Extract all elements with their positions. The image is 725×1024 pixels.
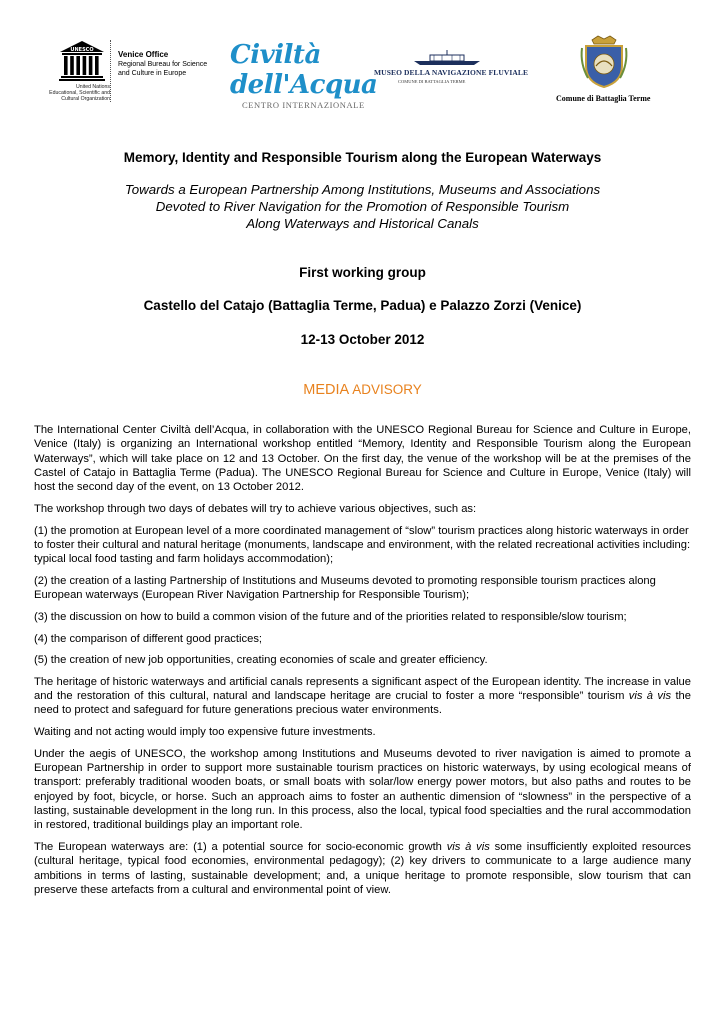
unesco-temple-logo	[58, 40, 106, 82]
objective-item: (1) the promotion at European level of a more coordinated management of “slow” tourism practices along historic waterways in order to foster their cultural and natural heritage (monuments, landscape and environment, with the related recreational activities including: typical local food tasting and farm holidays accommodation);	[34, 524, 691, 566]
media-advisory-heading	[40, 382, 685, 398]
coat-of-arms-icon	[578, 34, 630, 88]
objective-item: (5) the creation of new job opportunities, creating economies of scale and greater efficiency.	[34, 654, 488, 667]
subtitle-line: Devoted to River Navigation for the Promotion of Responsible Tourism	[155, 199, 570, 214]
document-title: Memory, Identity and Responsible Tourism along the European Waterways	[123, 150, 602, 165]
museo-logo-name: MUSEO DELLA NAVIGAZIONE FLUVIALE	[374, 68, 529, 77]
working-group-heading: First working group	[299, 265, 426, 280]
comune-label: Comune di Battaglia Terme	[556, 94, 651, 103]
civilta-logo-name: Civiltà dell'Acqua	[230, 40, 378, 100]
subtitle-line: Towards a European Partnership Among Institutions, Museums and Associations	[124, 182, 601, 197]
dates-heading: 12-13 October 2012	[300, 332, 425, 347]
venice-office-label: Venice Office Regional Bureau for Science and Culture in Europe	[118, 50, 218, 78]
objective-item: (3) the discussion on how to build a common vision of the future and of the priorities related to responsible/slow tourism;	[34, 610, 627, 623]
advisory-word: ADVISORY	[349, 382, 422, 397]
paragraph-heritage: The heritage of historic waterways and artificial canals represents a significant aspect of the European identity. The increase in value and the restoration of this cultural, natural and landscape heritage are crucial to foster a more “responsible” tourism vis à vis the need to protect and safeguard for future generations precious water environments.	[34, 675, 691, 717]
paragraph-unesco-aegis: Under the aegis of UNESCO, the workshop among Institutions and Museums devoted to river navigation is aimed to promote a European Partnership in order to support more sustainable tourism practices on historic waterways, by using ecological means of transport: preferably traditional wooden boats, or small boats with solar/low energy power motors, but also paths and routes to be enjoyed by foot, bicycle, or horse. Such an approach aims to foster an authentic dimension of “slowness” in the perspective of a lasting, sustainable development in the long run. In this process, also the local, typical food specialties and the rural accommodation in restored, traditional buildings play an important role.	[34, 747, 691, 832]
museo-navigazione-logo	[374, 50, 529, 98]
document-subtitle	[40, 181, 685, 232]
paragraph-waiting: Waiting and not acting would imply too expensive future investments.	[34, 726, 376, 739]
letterhead	[0, 0, 725, 120]
venice-office-title: Venice Office	[118, 50, 169, 59]
subtitle-line: Along Waterways and Historical Canals	[246, 216, 479, 231]
unesco-organization-name: United Nations Educational, Scientific and Cultural Organization	[49, 84, 110, 103]
venue-heading: Castello del Catajo (Battaglia Terme, Padua) e Palazzo Zorzi (Venice)	[143, 298, 582, 313]
body-text	[34, 423, 691, 905]
paragraph-objectives-intro: The workshop through two days of debates will try to achieve various objectives, such as:	[34, 502, 477, 515]
museo-logo-subtitle: COMUNE DI BATTAGLIA TERME	[398, 79, 466, 84]
svg-text:UNESCO: UNESCO	[70, 47, 94, 53]
civilta-logo-subtitle: CENTRO INTERNAZIONALE	[242, 100, 365, 110]
unesco-divider	[110, 40, 111, 102]
paragraph-waterways: The European waterways are: (1) a potential source for socio-economic growth vis à vis some insufficiently exploited resources (cultural heritage, typical food economies, environmental pedagogy); (2) key drivers to communicate to a large audience many ambitions in terms of lasting, sustainable development; and, a unique heritage to promote responsible, slow tourism that can preserve these artefacts from a cultural and environmental point of view.	[34, 841, 691, 896]
paragraph-intro: The International Center Civiltà dell’Acqua, in collaboration with the UNESCO Regional Bureau for Science and Culture in Europe, Venice (Italy) is organizing an International workshop entitled “Memory, Identity and Responsible Tourism along the European Waterways”, which will take place on 12 and 13 October. On the first day, the venue of the workshop will be at the premises of the Castel of Catajo in Battaglia Terme (Padua). The UNESCO Regional Bureau for Science and Culture in Europe, Venice (Italy) will host the second day of the event, on 13 October 2012.	[34, 424, 691, 494]
objective-item: (4) the comparison of different good practices;	[34, 632, 263, 645]
boat-icon	[412, 50, 482, 66]
civilta-dell-acqua-logo	[230, 40, 378, 110]
objective-item: (2) the creation of a lasting Partnership of Institutions and Museums devoted to promoting responsible tourism practices along European waterways (European River Navigation Partnership for Responsible Tourism);	[34, 574, 656, 602]
media-word: MEDIA	[303, 382, 350, 398]
